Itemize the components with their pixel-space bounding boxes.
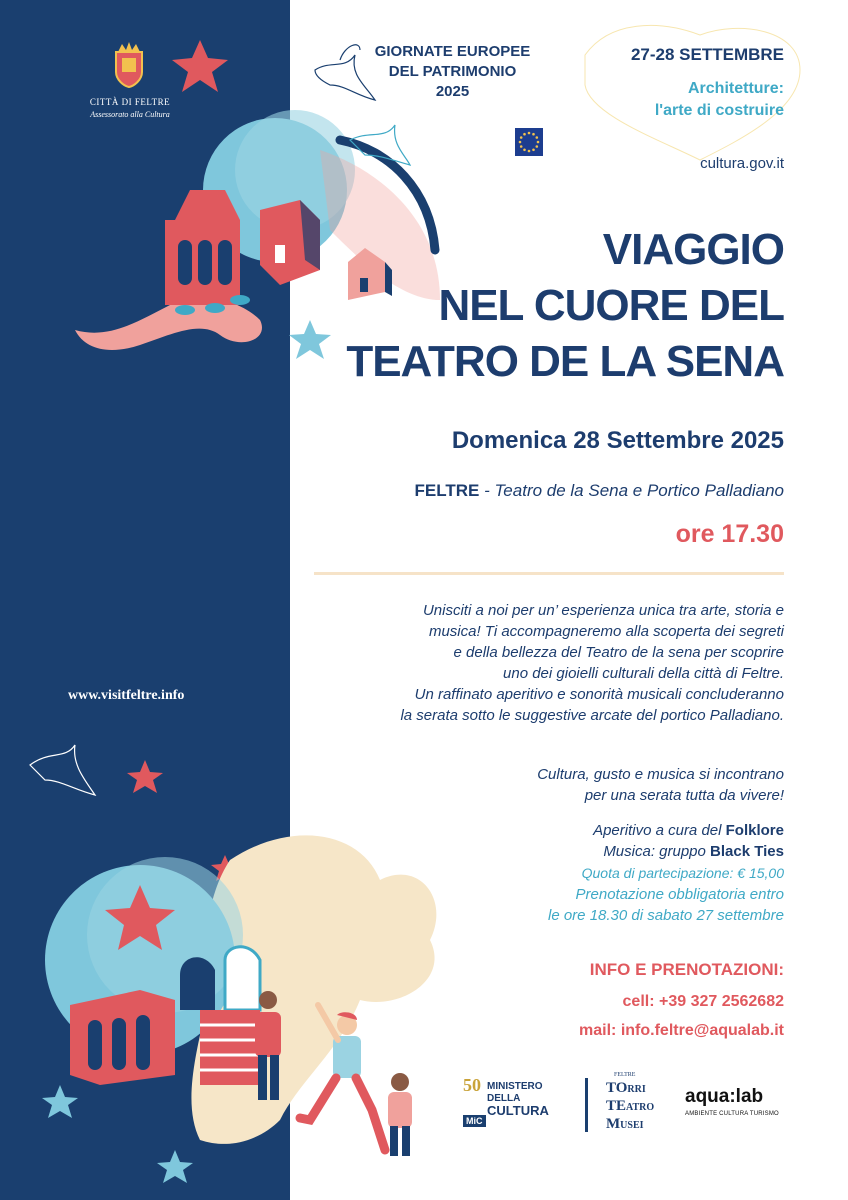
- torri-teatro-musei-logo: [600, 1072, 670, 1134]
- aperitivo-line: [300, 820, 784, 841]
- gep-title: [360, 42, 545, 102]
- torri-small: FELTRE: [614, 1072, 636, 1078]
- divider: [314, 572, 784, 575]
- torri-rri: RRI: [627, 1084, 646, 1095]
- torri-m: M: [606, 1116, 621, 1132]
- mic-line2: DELLA: [487, 1093, 521, 1104]
- tagline: [300, 764, 784, 806]
- desc-line: uno dei gioielli culturali della città di Feltre.: [503, 665, 784, 682]
- contacts-heading: INFO E PRENOTAZIONI:: [589, 960, 784, 979]
- booking-line2: le ore 18.30 di sabato 27 settembre: [548, 907, 784, 924]
- partner-divider: [585, 1078, 588, 1132]
- event-venue: - Teatro de la Sena e Portico Palladiano: [479, 481, 784, 500]
- arch-building-bottom: [70, 990, 175, 1085]
- torri-te: TE: [606, 1098, 627, 1114]
- music-line: [300, 841, 784, 862]
- participation-fee: Quota di partecipazione: € 15,00: [581, 865, 784, 881]
- desc-line: Un raffinato aperitivo e sonorità musicali concluderanno: [414, 686, 784, 703]
- torri-usei: USEI: [620, 1120, 644, 1131]
- star-1: [172, 40, 228, 92]
- star-5: [157, 1150, 193, 1183]
- star-3: [127, 760, 163, 793]
- title-line2: NEL CUORE DEL: [438, 281, 784, 330]
- ribbon-top: [75, 298, 262, 350]
- desc-line: Unisciti a noi per un’ esperienza unica tra arte, storia e: [422, 602, 784, 619]
- theme-line2: l'arte di costruire: [654, 102, 784, 119]
- event-date: Domenica 28 Settembre 2025: [451, 427, 784, 454]
- theme-line1: Architetture:: [687, 80, 784, 97]
- torri-to: TO: [606, 1080, 628, 1096]
- torri-letters: [606, 1080, 654, 1134]
- mic-50: 50: [463, 1075, 481, 1095]
- booking-line1: Prenotazione obbligatoria entro: [575, 886, 784, 903]
- tagline-line2: per una serata tutta da vivere!: [584, 787, 784, 804]
- aperitivo-name: Folklore: [725, 822, 784, 839]
- event-details: [300, 820, 784, 862]
- gep-line2: DEL PATRIMONIO: [388, 63, 517, 80]
- mic-abbr: MiC: [463, 1115, 486, 1127]
- description: [300, 600, 784, 726]
- desc-line: musica! Ti accompagneremo alla scoperta dei segreti: [428, 623, 784, 640]
- city-department: Assessorato alla Cultura: [90, 110, 170, 119]
- city-name: CITTÀ DI FELTRE: [89, 97, 171, 107]
- feltre-crest-icon: [112, 42, 146, 88]
- tagline-line1: Cultura, gusto e musica si incontrano: [537, 766, 784, 783]
- theme: [570, 78, 784, 122]
- gep-line1: GIORNATE EUROPEE: [374, 43, 531, 60]
- mic-logo: [463, 1075, 553, 1135]
- gep-year: 2025: [435, 83, 470, 100]
- bird-left: [30, 745, 95, 795]
- booking-info: [300, 884, 784, 926]
- aqualab-logo: aqua:lab: [685, 1086, 764, 1107]
- date-range: 27-28 SETTEMBRE: [630, 45, 784, 64]
- aqualab-tagline: AMBIENTE CULTURA TURISMO: [685, 1111, 779, 1117]
- website-link[interactable]: cultura.gov.it: [700, 155, 784, 172]
- aperitivo-prefix: Aperitivo a cura del: [593, 822, 726, 839]
- eu-flag-icon: [515, 128, 543, 156]
- visitfeltre-link[interactable]: www.visitfeltre.info: [68, 688, 185, 703]
- event-location: [300, 481, 784, 501]
- star-4: [42, 1085, 78, 1118]
- contact-phone[interactable]: cell: +39 327 2562682: [622, 993, 784, 1010]
- mic-text: [487, 1081, 549, 1117]
- torri-atro: ATRO: [626, 1102, 655, 1113]
- mic-line1: MINISTERO: [487, 1081, 543, 1092]
- music-name: Black Ties: [710, 843, 784, 860]
- title-line3: TEATRO DE LA SENA: [346, 337, 784, 386]
- music-prefix: Musica: gruppo: [603, 843, 711, 860]
- event-time: ore 17.30: [675, 520, 784, 548]
- main-title: [300, 222, 784, 390]
- mic-line3: CULTURA: [487, 1103, 549, 1118]
- title-line1: VIAGGIO: [602, 225, 784, 274]
- desc-line: e della bellezza del Teatro de la sena per scoprire: [453, 644, 784, 661]
- desc-line: la serata sotto le suggestive arcate del portico Palladiano.: [400, 707, 784, 724]
- event-city: FELTRE: [414, 481, 480, 500]
- contact-email[interactable]: mail: info.feltre@aqualab.it: [579, 1022, 784, 1039]
